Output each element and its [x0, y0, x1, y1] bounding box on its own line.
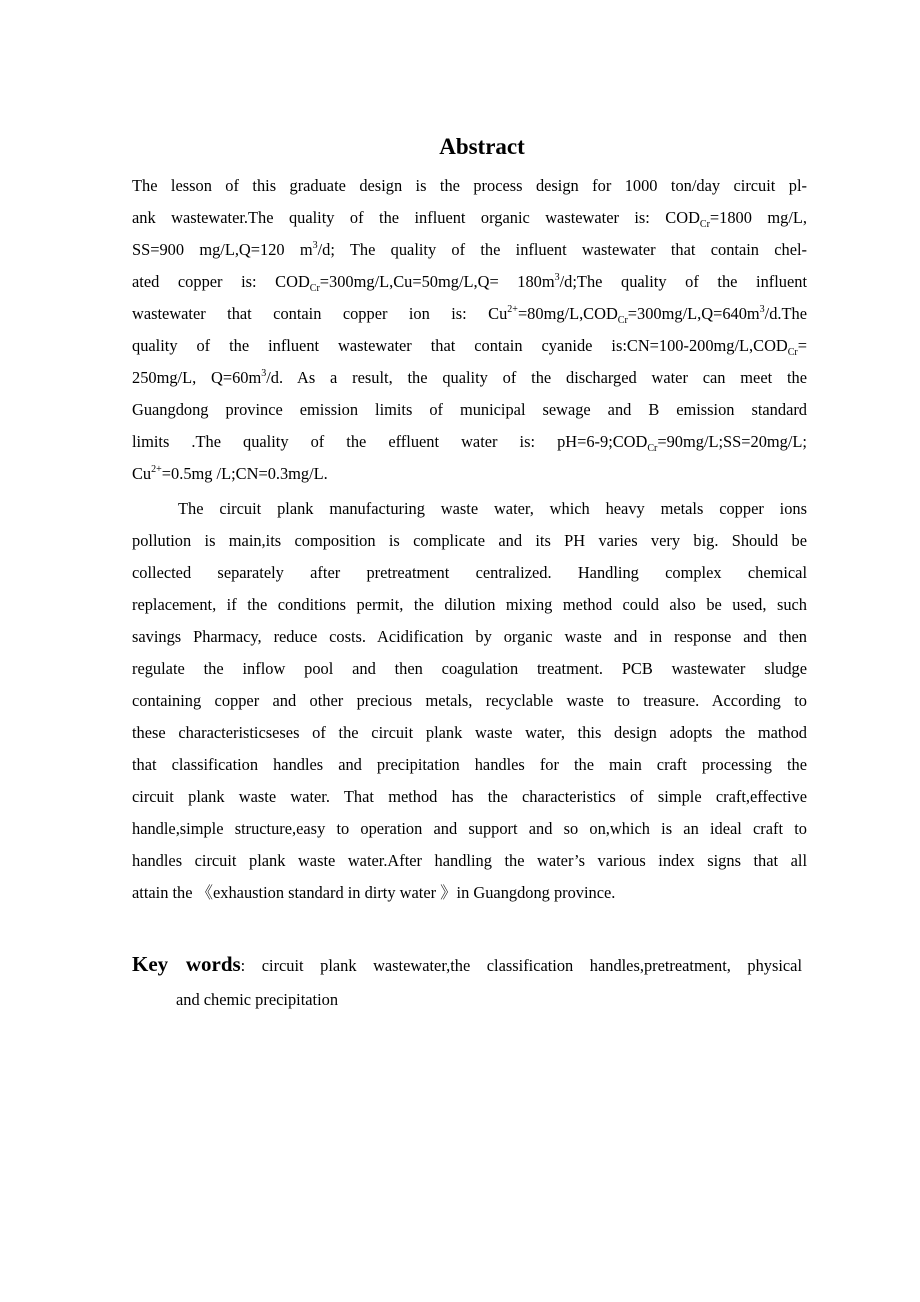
paragraph-line: The circuit plank manufacturing waste water, which heavy metals copper ions	[178, 499, 807, 518]
paragraph-line: containing copper and other precious metals, recyclable waste to treasure. According to	[132, 691, 807, 710]
abstract-paragraph-1	[132, 170, 807, 490]
abstract-paragraph-2	[132, 493, 807, 909]
paragraph-line: wastewater that contain copper ion is: $Cu^{2+}=80mg/L,COD_{Cr}=300mg/L,Q=640m^3/d.The$	[132, 304, 807, 326]
paragraph-line: regulate the inflow pool and then coagulation treatment. PCB wastewater sludge	[132, 659, 807, 678]
paragraph-line: ated copper is: $COD_{Cr}=300mg/L,Cu=50mg/L,Q=$ $180m^3/d;The$ quality of the influent	[132, 272, 807, 294]
paragraph-line: 250mg/L, $Q=60m^3/d$. As a result, the quality of the discharged water can meet the	[132, 368, 808, 387]
paragraph-line: these characteristicseses of the circuit plank waste water, this design adopts the mathod	[132, 723, 807, 742]
paragraph-line: The lesson of this graduate design is the process design for 1000 ton/day circuit pl-	[132, 176, 807, 195]
paragraph-line: attain the 《exhaustion standard in dirty water 》in Guangdong province.	[132, 883, 616, 902]
keywords-label: Key words	[132, 952, 241, 976]
paragraph-line: limits .The quality of the effluent water is: $pH=6-9;COD_{Cr}=90mg/L;SS=20mg/L$;	[132, 432, 807, 454]
page-title: Abstract	[439, 134, 525, 159]
paragraph-line: quality of the influent wastewater that contain cyanide $is:CN=100-200mg/L,COD_{Cr}=$	[132, 336, 807, 358]
paragraph-line: replacement, if the conditions permit, the dilution mixing method could also be used, such	[132, 595, 807, 614]
paragraph-line: savings Pharmacy, reduce costs. Acidification by organic waste and in response and then	[132, 627, 807, 646]
paragraph-line: Guangdong province emission limits of municipal sewage and B emission standard	[132, 400, 807, 419]
paragraph-line: circuit plank waste water. That method has the characteristics of simple craft,effective	[132, 787, 807, 806]
paragraph-line: $Cu^{2+}=0.5mg$ /L;CN=0.3mg/L.	[132, 464, 328, 483]
paragraph-line: pollution is main,its composition is complicate and its PH varies very big. Should be	[132, 531, 807, 550]
keywords-section	[132, 947, 802, 1017]
paragraph-line: collected separately after pretreatment centralized. Handling complex chemical	[132, 563, 807, 582]
paragraph-line: handles circuit plank waste water.After handling the water’s various index signs that all	[132, 851, 807, 870]
keywords-continuation: and chemic precipitation	[176, 990, 339, 1009]
paragraph-line: ank wastewater.The quality of the influent organic wastewater is: $COD_{Cr}=1800$ mg/L,	[132, 208, 808, 230]
keywords-line	[132, 947, 802, 983]
paragraph-line: handle,simple structure,easy to operation and support and so on,which is an ideal craft to	[132, 819, 807, 838]
paragraph-line: SS=900 mg/L,Q=120 $m^3/d$; The quality of the influent wastewater that contain chel-	[132, 240, 807, 259]
paragraph-line: that classification handles and precipitation handles for the main craft processing the	[132, 755, 807, 774]
keywords-text: : circuit plank wastewater,the classification handles,pretreatment, physical	[240, 956, 802, 975]
